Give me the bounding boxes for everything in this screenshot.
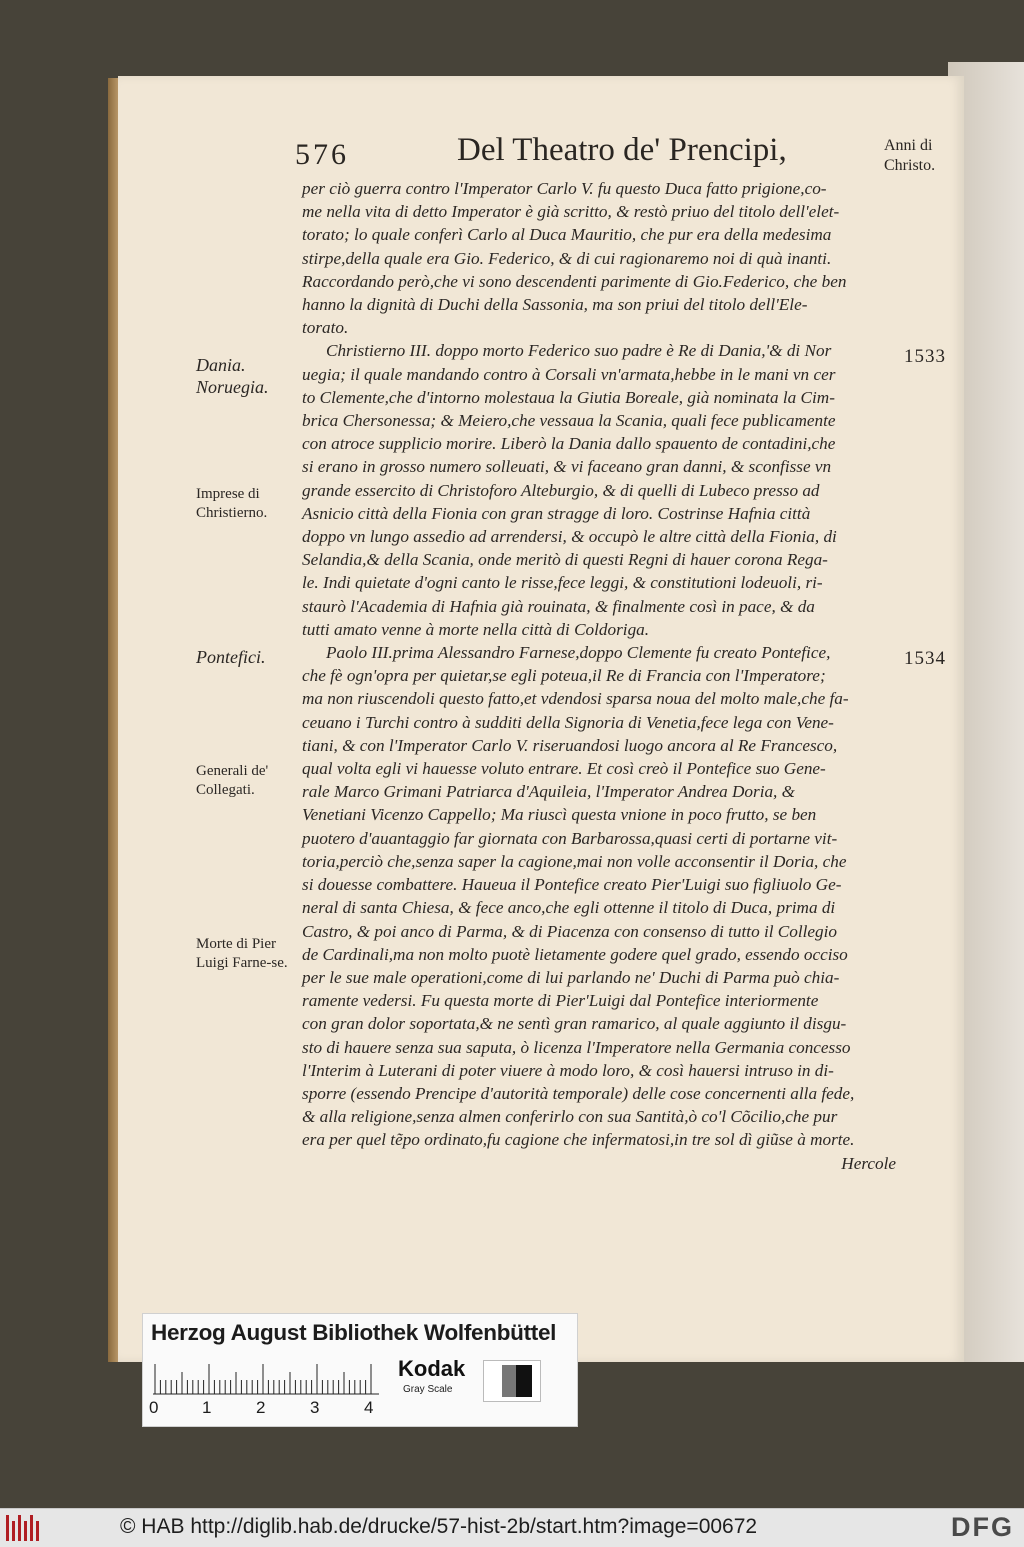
body-line: neral di santa Chiesa, & fece anco,che egli ottenne il titolo di Duca, prima di — [302, 898, 836, 918]
body-line: con atroce supplicio morire. Liberò la Dania dallo spauento de contadini,che — [302, 434, 836, 454]
kodak-subtitle: Gray Scale — [403, 1384, 453, 1395]
body-line: Paolo III.prima Alessandro Farnese,doppo Clemente fu creato Pontefice, — [326, 643, 831, 663]
hab-logo-icon — [6, 1515, 42, 1541]
page-number: 576 — [295, 138, 349, 171]
body-line: per ciò guerra contro l'Imperator Carlo V. fu questo Duca fatto prigione,co- — [302, 179, 827, 198]
body-line: Castro, & poi anco di Parma, & di Piacenza con consenso di tutto il Collegio — [302, 921, 838, 941]
body-line: Raccordando però,che vi sono descendenti parimente di Gio.Federico, che ben — [302, 271, 847, 291]
body-line: staurò l'Academia di Hafnia già rouinata, & finalmente così in pace, & da — [302, 596, 815, 616]
body-line: qual volta egli vi hauesse voluto entrare. Et così creò il Pontefice suo Gene- — [302, 759, 826, 779]
ruler-label: 1 — [202, 1398, 212, 1417]
anni-label-line-2: Christo. — [884, 157, 936, 174]
year-1534: 1534 — [904, 648, 946, 669]
body-line: toria,perciò che,senza saper la cagione,mai non volle acconsentir il Doria, che — [302, 851, 847, 871]
body-line: torato. — [302, 318, 349, 338]
body-line: tutti amato venne à morte nella città di Coldoriga. — [302, 619, 650, 639]
kodak-logo: Kodak — [398, 1356, 466, 1381]
body-line: hanno la dignità di Duchi della Sassonia, ma son priui del titolo dell'Ele- — [302, 295, 808, 315]
body-line: stirpe,della quale era Gio. Federico, & di cui ragionaremo noi di quà inanti. — [302, 248, 832, 268]
margin-note-dania: Dania. — [196, 355, 246, 375]
footer-bar — [0, 1508, 1024, 1547]
body-line: sporre (essendo Prencipe d'autorità temporale) delle cose concernenti alla fede, — [302, 1083, 855, 1103]
body-line: con gran dolor soportata,& ne sentì gran ramarico, al quale aggiunto il disgu- — [302, 1014, 847, 1034]
scale-ruler — [153, 1360, 379, 1396]
dfg-logo: DFG — [951, 1512, 1014, 1542]
body-line: to Clemente,che d'intorno molestaua la Giutia Boreale, già nominata la Cim- — [302, 387, 835, 407]
body-line: rale Marco Grimani Patriarca d'Aquileia, l'Imperator Andrea Doria, & — [302, 782, 796, 802]
footer-copyright-link[interactable]: © HAB http://diglib.hab.de/drucke/57-hist-2b/start.htm?image=00672 — [120, 1515, 758, 1538]
body-line: Venetiani Vicenzo Cappello; Ma riuscì questa vnione in poco frutto, se ben — [302, 805, 817, 825]
anni-label-line-1: Anni di — [884, 137, 933, 154]
body-line: brica Chersonessa; & Meiero,che vessaua la Scania, quali fece publicamente — [302, 411, 836, 431]
ruler-label: 4 — [364, 1398, 374, 1417]
margin-note-morte: Morte di Pier Luigi Farne-se. — [196, 936, 288, 971]
catchword: Hercole — [841, 1153, 896, 1173]
margin-note-imprese: Imprese di Christierno. — [196, 486, 268, 521]
library-name: Herzog August Bibliothek Wolfenbüttel — [151, 1320, 557, 1345]
body-line: Christierno III. doppo morto Federico suo padre è Re di Dania,'& di Nor — [326, 341, 832, 361]
body-line: Asnicio città della Fionia con gran stragge di loro. Costrinse Hafnia città — [302, 503, 811, 523]
body-text — [302, 177, 896, 1175]
body-line: l'Interim à Luterani di poter viuere à modo loro, & così hauersi intruso in di- — [302, 1060, 834, 1080]
ruler-label: 2 — [256, 1398, 266, 1417]
body-line: che fè ogn'opra per quietar,se egli poteua,il Re di Francia con l'Imperatore; — [302, 666, 826, 686]
year-1533: 1533 — [904, 346, 946, 367]
margin-note-generali: Generali de' Collegati. — [196, 763, 269, 798]
body-line: era per quel tẽpo ordinato,fu cagione che infermatosi,in tre sol dì giũse à morte. — [302, 1130, 855, 1150]
running-title: Del Theatro de' Prencipi, — [457, 132, 787, 168]
body-line: uegia; il quale mandando contro à Corsali vn'armata,hebbe in le mani vn cer — [302, 364, 836, 384]
ruler-label: 0 — [149, 1398, 159, 1417]
body-line: puotero d'auantaggio far giornata con Barbarossa,quasi certi di portarne vit- — [302, 828, 838, 848]
body-line: ma non riuscendoli questo fatto,et vdendosi sparsa noua del molto male,che fa- — [302, 689, 849, 709]
ruler-label: 3 — [310, 1398, 320, 1417]
body-line: ceuano i Turchi contro à sudditi della Signoria di Venetia,fece lega con Vene- — [302, 712, 834, 732]
body-line: ramente vedersi. Fu questa morte di Pier'Luigi dal Pontefice interiormente — [302, 991, 819, 1011]
body-line: si douesse combattere. Haueua il Pontefice creato Pier'Luigi suo figliuolo Ge- — [302, 875, 842, 895]
body-line: le. Indi quietate d'ogni canto le risse,fece leggi, & constitutioni lodeuoli, ri- — [302, 573, 823, 593]
body-line: de Cardinali,ma non molto puotè lietamente godere quel grado, essendo occiso — [302, 944, 848, 964]
body-line: doppo vn lungo assedio ad arrendersi, & occupò le altre città della Fionia, di — [302, 527, 837, 547]
body-line: per le sue male operationi,come di lui parlando ne' Duchi di Parma può chia- — [302, 967, 840, 987]
margin-note-pontefici: Pontefici. — [196, 647, 266, 667]
body-line: tiani, & con l'Imperator Carlo V. riseruandosi luogo ancora al Re Francesco, — [302, 735, 838, 755]
gray-scale-patch — [483, 1360, 541, 1402]
body-line: sto di hauere senza sua saputa, ò licenza l'Imperatore nella Germania concesso — [302, 1037, 851, 1057]
body-line: & alla religione,senza almen conferirlo con sua Santità,ò co'l Cõcilio,che pur — [302, 1107, 838, 1127]
body-line: torato; lo quale conferì Carlo al Duca Mauritio, che pur era della medesima — [302, 225, 832, 245]
library-color-target — [142, 1313, 578, 1427]
body-line: grande essercito di Christoforo Alteburgio, & di quelli di Lubeco presso ad — [302, 480, 820, 500]
body-line: Selandia,& della Scania, onde meritò di questi Regni di hauer corona Rega- — [302, 550, 828, 570]
page-header — [295, 132, 895, 182]
margin-note-noruegia: Noruegia. — [196, 377, 269, 397]
body-line: si erano in grosso numero solleuati, & vi faceano gran danni, & sconfisse vn — [302, 457, 832, 477]
anni-label — [884, 136, 964, 176]
body-line: me nella vita di detto Imperator è già scritto, & restò priuo del titolo dell'elet- — [302, 202, 840, 222]
